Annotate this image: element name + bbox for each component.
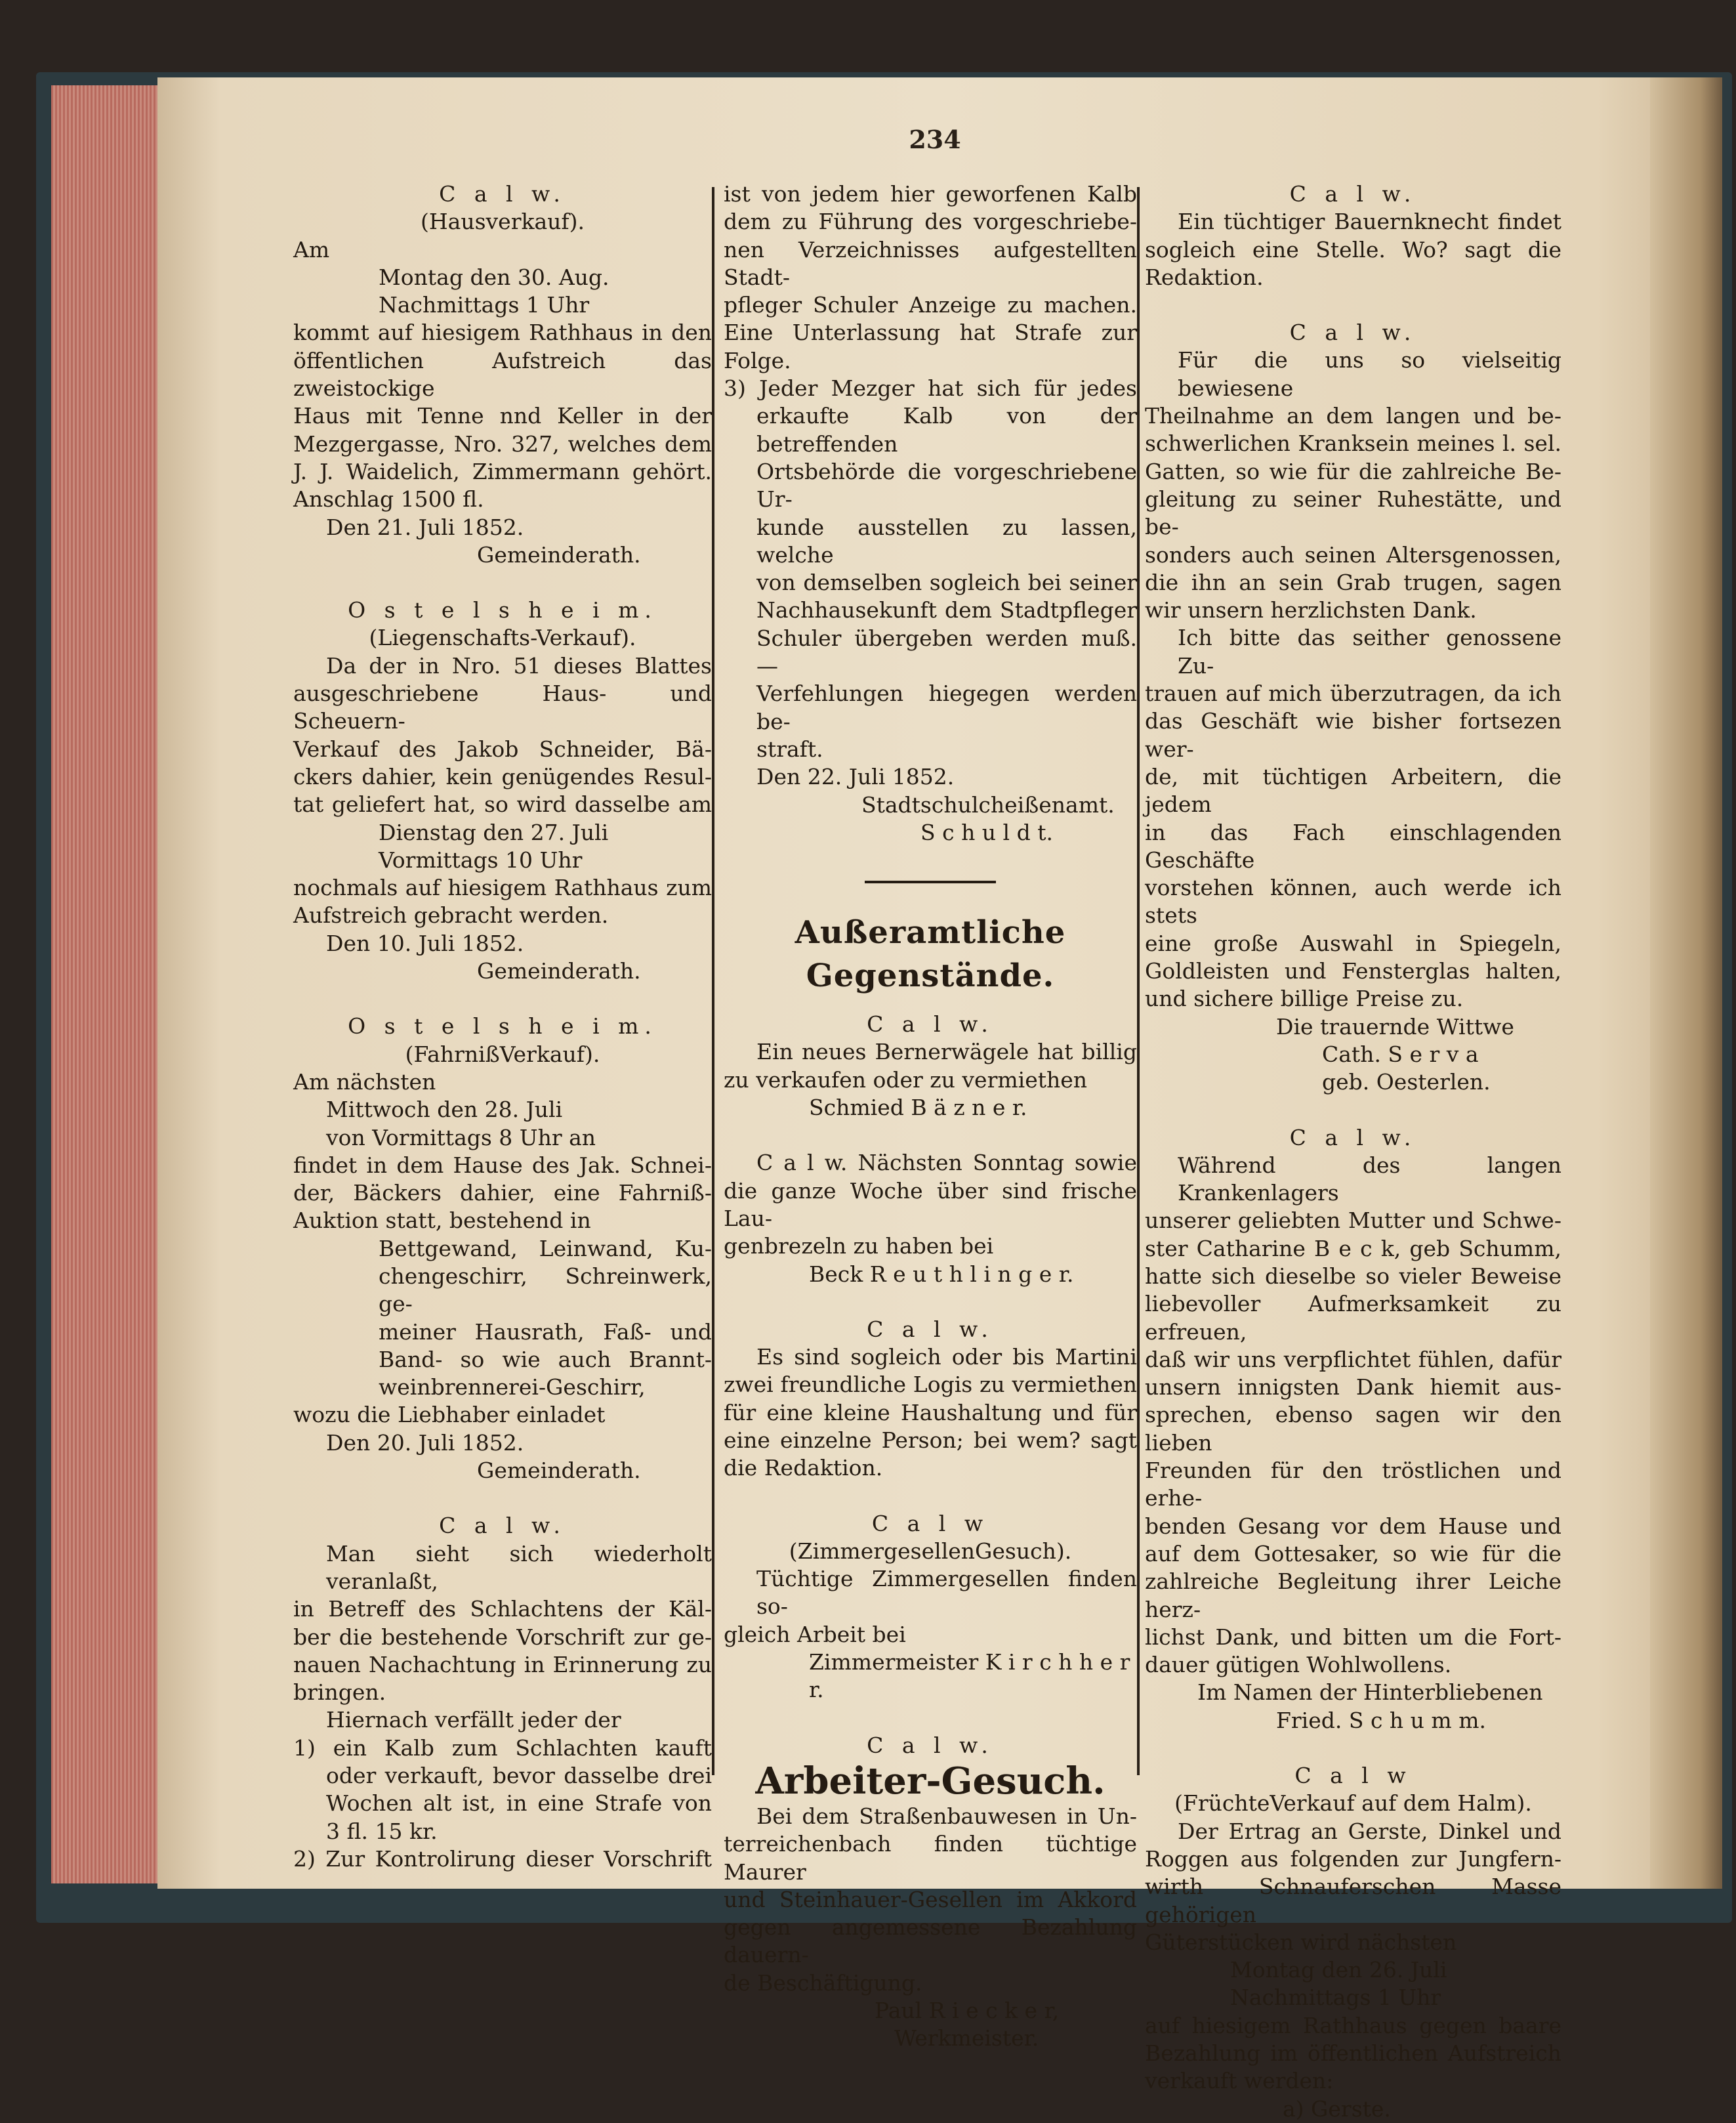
text-line: Bei dem Straßenbauwesen in Un- — [756, 1803, 1137, 1829]
text-line: Gatten, so wie für die zahlreiche Be- — [1145, 458, 1561, 484]
text-line: Ortsbehörde die vorgeschriebene Ur- — [756, 458, 1137, 513]
text-line: sogleich eine Stelle. Wo? sagt die — [1145, 236, 1561, 263]
text-line: a) Gerste. — [1283, 2095, 1391, 2122]
text-line: zahlreiche Begleitung ihrer Leiche herz- — [1145, 1568, 1561, 1622]
notice-signature-name: Fried. S c h u m m. — [1276, 1707, 1486, 1733]
notice-date: Den 22. Juli 1852. — [756, 764, 955, 790]
text-line: Ein tüchtiger Bauernknecht findet — [1178, 209, 1561, 235]
text-line: Montag den 30. Aug. — [379, 264, 610, 290]
text-line: zu verkaufen oder zu vermiethen — [724, 1066, 1088, 1093]
text-line: Redaktion. — [1145, 264, 1264, 290]
column-3 — [1145, 180, 1561, 2123]
text-line: ausgeschriebene Haus- und Scheuern- — [293, 681, 712, 734]
text-line: für eine kleine Haushaltung und für — [724, 1399, 1137, 1425]
book-spine-shadow — [1650, 77, 1722, 1889]
text-line: wir unsern herzlichsten Dank. — [1145, 597, 1477, 623]
text-line: Da der in Nro. 51 dieses Blattes — [326, 652, 712, 679]
text-line: C a l w. Nächsten Sonntag sowie — [756, 1150, 1137, 1176]
notice-signature: Gemeinderath. — [477, 1458, 641, 1484]
text-line: von Vormittags 8 Uhr an — [326, 1124, 596, 1150]
notice-signature-name: geb. Oesterlen. — [1322, 1069, 1491, 1095]
text-line: 2) Zur Kontrolirung dieser Vorschrift — [293, 1845, 712, 1872]
text-line: liebevoller Aufmerksamkeit zu erfreuen, — [1145, 1291, 1561, 1345]
notice-date: Den 21. Juli 1852. — [326, 514, 524, 540]
text-line: Am — [293, 236, 330, 263]
text-line: oder verkauft, bevor dasselbe drei — [326, 1763, 712, 1789]
text-line: Während des langen Krankenlagers — [1178, 1152, 1561, 1206]
text-line: chengeschirr, Schreinwerk, ge- — [379, 1263, 712, 1317]
text-line: und sichere billige Preise zu. — [1145, 986, 1464, 1012]
text-line: Freunden für den tröstlichen und erhe- — [1145, 1458, 1561, 1511]
text-line: verkauft werden: — [1145, 2068, 1334, 2094]
notice-danksagung-schumm — [1145, 1124, 1561, 1735]
text-line: unsern innigsten Dank hiemit aus- — [1145, 1374, 1561, 1400]
text-line: daß wir uns verpflichtet fühlen, dafür — [1145, 1346, 1561, 1372]
notice-danksagung-serva — [1145, 319, 1561, 1096]
notice-bernerwaegele — [724, 1011, 1137, 1122]
notice-signature: Im Namen der Hinterbliebenen — [1197, 1679, 1543, 1706]
text-line: Tüchtige Zimmergesellen finden so- — [756, 1566, 1137, 1620]
notice-signature: Paul R i e c k e r, — [875, 1998, 1060, 2024]
notice-place: C a l w. — [1289, 320, 1417, 346]
notice-bauernknecht — [1145, 180, 1561, 291]
text-line: de Beschäftigung. — [724, 1969, 922, 1996]
notice-place: C a l w. — [1289, 181, 1417, 207]
text-line: dauer gütigen Wohlwollens. — [1145, 1652, 1452, 1678]
notice-place: C a l w. — [439, 1513, 566, 1539]
text-line: in das Fach einschlagenden Geschäfte — [1145, 819, 1561, 873]
text-line: schwerlichen Kranksein meines l. sel. — [1145, 431, 1561, 457]
notice-signature-name: S c h u l d t. — [920, 819, 1053, 845]
text-line: Wochen alt ist, in eine Strafe von — [326, 1790, 712, 1817]
text-line: Ein neues Bernerwägele hat billig — [756, 1039, 1137, 1065]
text-line: nen Verzeichnisses aufgestellten Stadt- — [724, 236, 1137, 290]
text-line: öffentlichen Aufstreich das zweistockige — [293, 347, 712, 402]
text-line: Folge. — [724, 347, 791, 373]
text-line: tat geliefert hat, so wird dasselbe am — [293, 791, 712, 818]
text-line: Theilnahme an dem langen und be- — [1145, 403, 1561, 429]
text-line: Nachmittags 1 Uhr — [1230, 1985, 1441, 2011]
notice-signature-title: Werkmeister. — [894, 2025, 1039, 2051]
notice-subtitle: (Liegenschafts-Verkauf). — [369, 625, 636, 651]
text-line: eine einzelne Person; bei wem? sagt — [724, 1427, 1137, 1453]
text-line: Roggen aus folgenden zur Jungfern- — [1145, 1845, 1561, 1872]
notice-signature: Zimmermeister K i r c h h e r r. — [809, 1649, 1130, 1703]
notice-subtitle: (Hausverkauf). — [421, 209, 585, 235]
text-line: zwei freundliche Logis zu vermiethen — [724, 1372, 1137, 1398]
text-line: benden Gesang vor dem Hause und — [1145, 1513, 1561, 1539]
text-line: die ganze Woche über sind frische Lau- — [724, 1177, 1137, 1231]
text-line: genbrezeln zu haben bei — [724, 1233, 994, 1259]
text-line: bringen. — [293, 1679, 386, 1706]
text-line: J. J. Waidelich, Zimmermann gehört. — [293, 458, 712, 484]
text-line: erkaufte Kalb von der betreffenden — [756, 403, 1137, 457]
text-line: hatte sich dieselbe so vieler Beweise — [1145, 1263, 1561, 1289]
text-line: Mittwoch den 28. Juli — [326, 1097, 563, 1123]
notice-title: Arbeiter-Gesuch. — [755, 1759, 1106, 1803]
column-rule-left — [712, 187, 714, 1775]
notice-logis — [724, 1316, 1137, 1482]
text-line: Haus mit Tenne nnd Keller in der — [293, 403, 712, 429]
text-line: trauen auf mich überzutragen, da ich — [1145, 681, 1561, 707]
text-line: kommt auf hiesigem Rathhaus in den — [293, 320, 712, 346]
text-line: Band- so wie auch Brannt- — [379, 1346, 712, 1372]
text-line: ckers dahier, kein genügendes Resul- — [293, 763, 712, 789]
text-line: das Geschäft wie bisher fortsezen wer- — [1145, 708, 1561, 762]
text-line: gegen angemessene Bezahlung dauern- — [724, 1914, 1137, 1968]
text-line: Mezgergasse, Nro. 327, welches dem — [293, 431, 712, 457]
text-line: die Redaktion. — [724, 1455, 883, 1481]
text-line: Dienstag den 27. Juli — [379, 819, 609, 845]
notice-place: C a l w. — [867, 1011, 994, 1038]
column-2 — [724, 180, 1137, 2053]
column-1 — [293, 180, 712, 1873]
text-line: auf dem Gottesaker, so wie für die — [1145, 1540, 1561, 1566]
notice-signature: Gemeinderath. — [477, 958, 641, 984]
text-line: pfleger Schuler Anzeige zu machen. — [724, 292, 1137, 318]
notice-place: C a l w. — [439, 181, 566, 207]
text-line: Hiernach verfällt jeder der — [326, 1707, 621, 1733]
notice-place: C a l w — [1294, 1763, 1412, 1789]
text-line: weinbrennerei-Geschirr, — [379, 1374, 646, 1400]
notice-subtitle: (FrüchteVerkauf auf dem Halm). — [1174, 1790, 1532, 1817]
notice-subtitle: (FahrnißVerkauf). — [405, 1041, 600, 1067]
text-line: 3 fl. 15 kr. — [326, 1818, 438, 1844]
notice-kaelber-schlachten — [293, 1512, 712, 1873]
notice-hausverkauf — [293, 180, 712, 569]
notice-signature: Die trauernde Wittwe — [1276, 1013, 1514, 1040]
text-line: vorstehen können, auch werde ich stets — [1145, 875, 1561, 929]
text-line: ster Catharine B e c k, geb Schumm, — [1145, 1235, 1561, 1261]
notice-place: C a l w. — [867, 1732, 994, 1758]
text-line: Man sieht sich wiederholt veranlaßt, — [326, 1540, 712, 1594]
notice-place: O s t e l s h e i m. — [348, 1013, 657, 1040]
text-line: Anschlag 1500 fl. — [293, 486, 484, 513]
text-line: de, mit tüchtigen Arbeitern, die jedem — [1145, 763, 1561, 818]
text-line: gleitung zu seiner Ruhestätte, und be- — [1145, 486, 1561, 540]
text-line: Güterstücken wird nächsten — [1145, 1929, 1457, 1955]
text-line: Bettgewand, Leinwand, Ku- — [379, 1235, 712, 1261]
text-line: Ich bitte das seither genossene Zu- — [1178, 625, 1561, 679]
text-line: gleich Arbeit bei — [724, 1621, 906, 1647]
notice-place: C a l w. — [867, 1316, 994, 1342]
page-edges — [51, 85, 163, 1883]
text-line: wirth Schnauferschen Masse gehörigen — [1145, 1874, 1561, 1927]
text-line: kunde ausstellen zu lassen, welche — [756, 514, 1137, 568]
text-line: Schuler übergeben werden muß. — — [756, 625, 1137, 679]
text-line: Eine Unterlassung hat Strafe zur — [724, 320, 1137, 346]
notice-date: Den 20. Juli 1852. — [326, 1429, 524, 1456]
notice-signature-name: Cath. S e r v a — [1322, 1041, 1479, 1067]
text-line: ber die bestehende Vorschrift zur ge- — [293, 1624, 712, 1650]
text-line: Verkauf des Jakob Schneider, Bä- — [293, 736, 712, 762]
text-line: sonders auch seinen Altersgenossen, — [1145, 541, 1561, 568]
text-line: Auktion statt, bestehend in — [293, 1208, 591, 1234]
notice-zimmergesellen — [724, 1510, 1137, 1704]
text-line: die ihn an sein Grab trugen, sagen — [1145, 569, 1561, 595]
page-number: 234 — [909, 125, 961, 154]
text-line: eine große Auswahl in Spiegeln, — [1145, 930, 1561, 956]
notice-date: Den 10. Juli 1852. — [326, 930, 524, 956]
text-line: nauen Nachachtung in Erinnerung zu — [293, 1651, 712, 1677]
text-line: Für die uns so vielseitig bewiesene — [1178, 347, 1561, 401]
notice-signature: Beck R e u t h l i n g e r. — [809, 1261, 1074, 1287]
text-line: Es sind sogleich oder bis Martini — [756, 1344, 1137, 1370]
text-line: meiner Hausrath, Faß- und — [379, 1318, 712, 1345]
text-line: terreichenbach finden tüchtige Maurer — [724, 1831, 1137, 1885]
text-line: unserer geliebten Mutter und Schwe- — [1145, 1208, 1561, 1234]
text-line: sprechen, ebenso sagen wir den lieben — [1145, 1402, 1561, 1456]
notice-place: O s t e l s h e i m. — [348, 597, 657, 623]
notice-place: C a l w — [871, 1510, 989, 1536]
text-line: auf hiesigem Rathhaus gegen baare — [1145, 2012, 1561, 2038]
text-line: Aufstreich gebracht werden. — [293, 902, 609, 929]
text-line: 1) ein Kalb zum Schlachten kauft — [293, 1734, 712, 1761]
text-line: nochmals auf hiesigem Rathhaus zum — [293, 875, 712, 901]
column-rule-right — [1137, 187, 1140, 1775]
text-line: Vormittags 10 Uhr — [379, 847, 583, 873]
notice-fruechteverkauf — [1145, 1762, 1561, 2123]
text-line: 3) Jeder Mezger hat sich für jedes — [724, 375, 1137, 402]
text-line: dem zu Führung des vorgeschriebe- — [724, 209, 1137, 235]
notice-signature: Gemeinderath. — [477, 541, 641, 568]
text-line: von demselben sogleich bei seiner — [756, 570, 1137, 596]
text-line: Goldleisten und Fensterglas halten, — [1145, 958, 1561, 984]
text-line: Bezahlung im öffentlichen Aufstreich — [1145, 2040, 1561, 2066]
text-line: in Betreff des Schlachtens der Käl- — [293, 1596, 712, 1622]
notice-laugenbrezeln — [724, 1149, 1137, 1288]
notice-signature: Schmied B ä z n e r. — [809, 1095, 1027, 1121]
text-line: Nachmittags 1 Uhr — [379, 292, 590, 318]
text-line: wozu die Liebhaber einladet — [293, 1402, 606, 1428]
section-heading: Außeramtliche Gegenstände. — [795, 914, 1066, 995]
text-line: ist von jedem hier geworfenen Kalb — [724, 181, 1137, 207]
notice-place: C a l w. — [1289, 1124, 1417, 1150]
text-line: der, Bäckers dahier, eine Fahrniß- — [293, 1180, 712, 1206]
notice-fahrniss-verkauf — [293, 1013, 712, 1484]
text-line: Der Ertrag an Gerste, Dinkel und — [1178, 1818, 1561, 1844]
notice-signature: Stadtschulcheißenamt. — [861, 791, 1115, 818]
text-line: Verfehlungen hiegegen werden be- — [756, 681, 1137, 734]
notice-subtitle: (ZimmergesellenGesuch). — [789, 1538, 1072, 1564]
text-line: Montag den 26. Juli — [1230, 1957, 1447, 1983]
text-line: straft. — [756, 736, 823, 762]
text-line: Nachhausekunft dem Stadtpfleger — [756, 597, 1137, 623]
text-line: und Steinhauer-Gesellen im Akkord — [724, 1886, 1137, 1912]
notice-arbeiter-gesuch — [724, 1732, 1137, 2053]
text-line: findet in dem Hause des Jak. Schnei- — [293, 1152, 712, 1178]
notice-liegenschafts-verkauf — [293, 597, 712, 985]
text-line: lichst Dank, und bitten um die Fort- — [1145, 1624, 1561, 1650]
text-line: Am nächsten — [293, 1068, 436, 1095]
